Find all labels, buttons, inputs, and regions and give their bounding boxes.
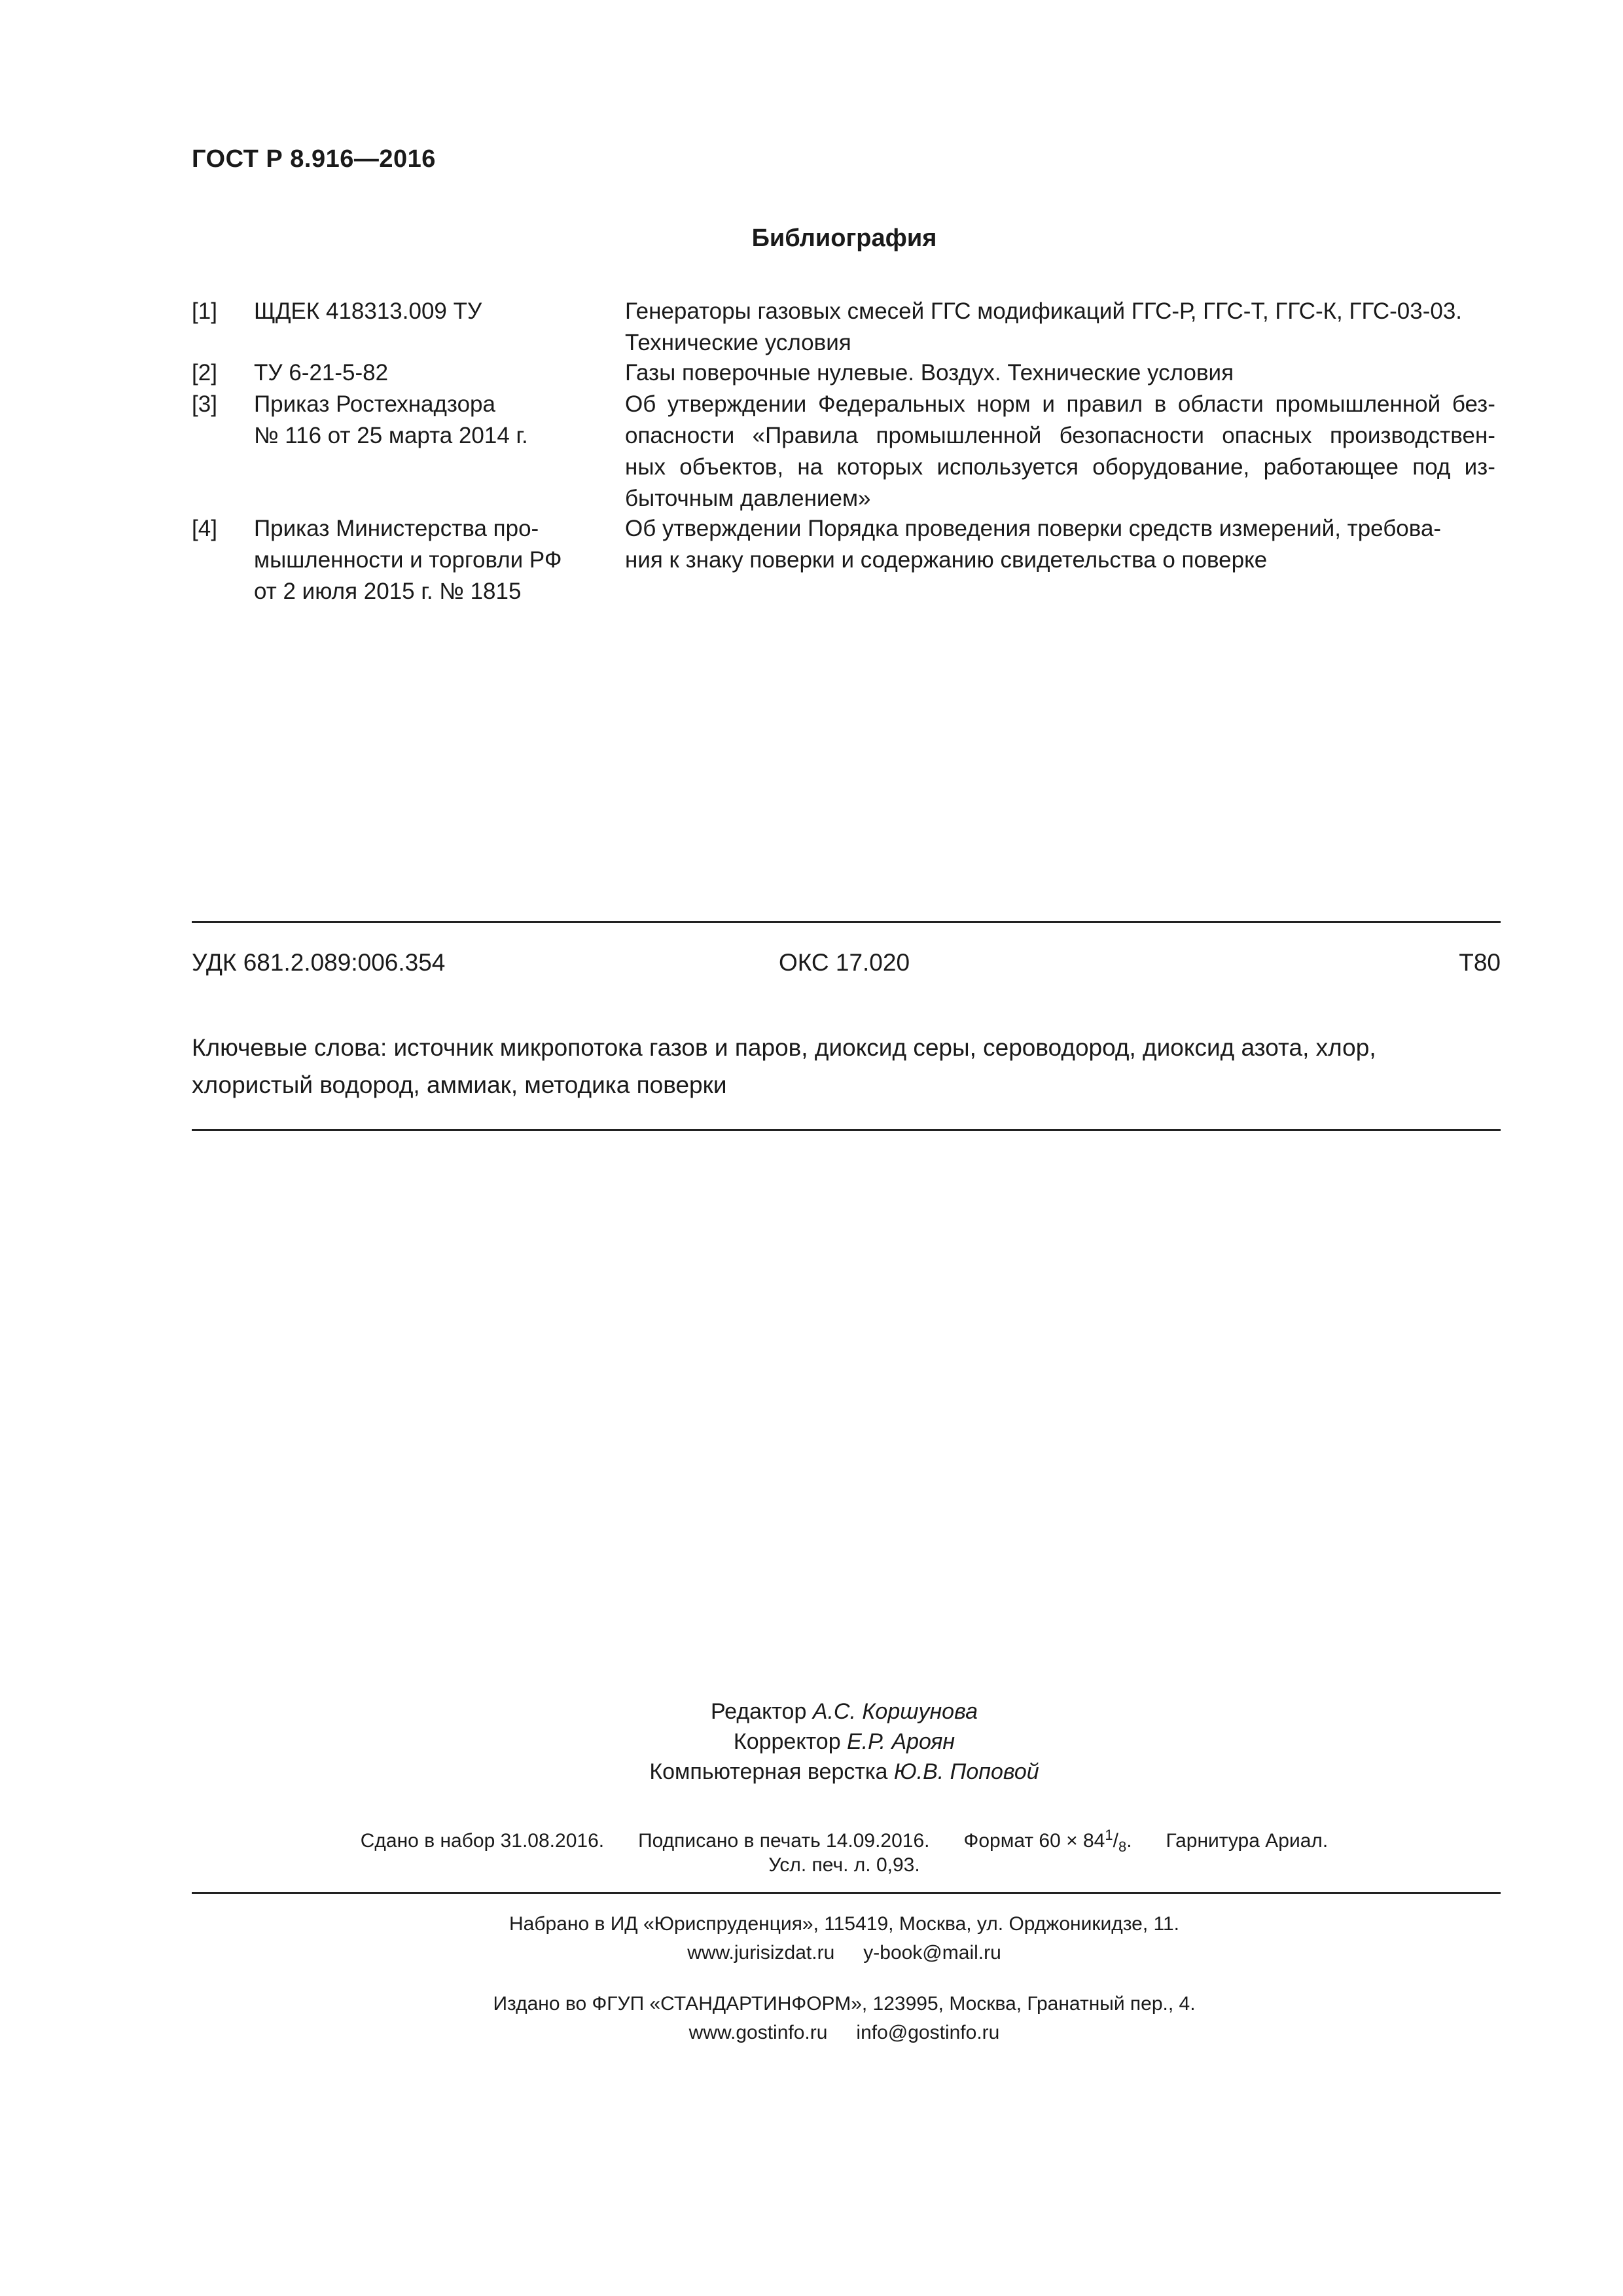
keywords <box>192 1029 1501 1103</box>
editor-label: Редактор <box>711 1699 807 1724</box>
typeset-line <box>0 1910 1623 1939</box>
description-line: ных объектов, на которых используется оборудование, работающее под из- <box>625 454 1495 480</box>
typeset-email-link[interactable]: y-book@mail.ru <box>863 1942 1001 1964</box>
entry-number: [4] <box>192 516 217 541</box>
entry-description <box>625 357 1495 389</box>
entry-description <box>625 389 1495 514</box>
description-line: быточным давлением» <box>625 486 871 511</box>
source-line: № 116 от 25 марта 2014 г. <box>254 423 528 448</box>
layout-label: Компьютерная верстка <box>649 1759 888 1784</box>
corrector-credit <box>0 1727 1623 1757</box>
entry-source <box>254 357 589 389</box>
divider <box>192 921 1501 923</box>
entry-source <box>254 296 589 327</box>
source-line: ЩДЕК 418313.009 ТУ <box>254 298 482 324</box>
publisher-email-link[interactable]: info@gostinfo.ru <box>856 2022 1000 2043</box>
layout-credit <box>0 1757 1623 1787</box>
keywords-line: Ключевые слова: источник микропотока газов и паров, диоксид серы, сероводород, диоксид азота, хлор, <box>192 1034 1376 1061</box>
entry-description <box>625 513 1495 576</box>
oks-code: ОКС 17.020 <box>778 949 910 976</box>
corrector-name: Е.Р. Ароян <box>847 1729 955 1754</box>
description-line: Об утверждении Порядка проведения поверки средств измерений, требова- <box>625 516 1442 541</box>
keywords-line: хлористый водород, аммиак, методика поверки <box>192 1071 727 1098</box>
description-line: ния к знаку поверки и содержанию свидетельства о поверке <box>625 547 1268 573</box>
entry-number: [1] <box>192 298 217 324</box>
source-line: Приказ Министерства про- <box>254 516 539 541</box>
layout-name: Ю.В. Поповой <box>893 1759 1039 1784</box>
entry-description <box>625 296 1495 359</box>
divider <box>192 1892 1501 1894</box>
description-line: Генераторы газовых смесей ГГС модификаций ГГС-Р, ГГС-Т, ГГС-К, ГГС-03-03. <box>625 298 1463 324</box>
publisher-contacts <box>0 2018 1623 2047</box>
source-line: Приказ Ростехнадзора <box>254 391 495 417</box>
signed-date: Подписано в печать 14.09.2016. <box>638 1830 930 1852</box>
corrector-label: Корректор <box>733 1729 841 1754</box>
classification-row <box>0 949 1623 982</box>
print-sheets <box>0 1851 1623 1880</box>
source-line: ТУ 6-21-5-82 <box>254 360 389 386</box>
entry-source <box>254 389 589 452</box>
typeface: Гарнитура Ариал. <box>1166 1830 1329 1852</box>
source-line: от 2 июля 2015 г. № 1815 <box>254 579 522 604</box>
description-line: Газы поверочные нулевые. Воздух. Технические условия <box>625 360 1234 386</box>
editor-credit <box>0 1696 1623 1727</box>
description-line: опасности «Правила промышленной безопасности опасных производствен- <box>625 423 1495 448</box>
sent-date: Сдано в набор 31.08.2016. <box>360 1830 605 1852</box>
divider <box>192 1129 1501 1131</box>
entry-number: [2] <box>192 360 217 386</box>
entry-number: [3] <box>192 391 217 417</box>
bibliography-title: Библиография <box>751 224 937 252</box>
description-line: Технические условия <box>625 330 851 355</box>
classification-group-code: Т80 <box>1459 949 1501 976</box>
publisher-address: Издано во ФГУП «СТАНДАРТИНФОРМ», 123995, Москва, Гранатный пер., 4. <box>493 1993 1196 2015</box>
typeset-website-link[interactable]: www.jurisizdat.ru <box>687 1942 835 1964</box>
print-sheets-value: Усл. печ. л. 0,93. <box>768 1854 920 1876</box>
print-format: Формат $60 \times 84^1/_8$. <box>963 1827 1132 1855</box>
publisher-line <box>0 1990 1623 2018</box>
document-header: ГОСТ Р 8.916—2016 <box>192 145 436 173</box>
publisher-website-link[interactable]: www.gostinfo.ru <box>688 2022 828 2043</box>
source-line: мышленности и торговли РФ <box>254 547 562 573</box>
typeset-contacts <box>0 1939 1623 1967</box>
entry-source <box>254 513 589 607</box>
description-line: Об утверждении Федеральных норм и правил в области промышленной без- <box>625 391 1495 417</box>
editor-name: А.С. Коршунова <box>812 1699 978 1724</box>
typeset-address: Набрано в ИД «Юриспруденция», 115419, Москва, ул. Орджоникидзе, 11. <box>508 1913 1179 1935</box>
udk-code: УДК 681.2.089:006.354 <box>192 949 446 976</box>
